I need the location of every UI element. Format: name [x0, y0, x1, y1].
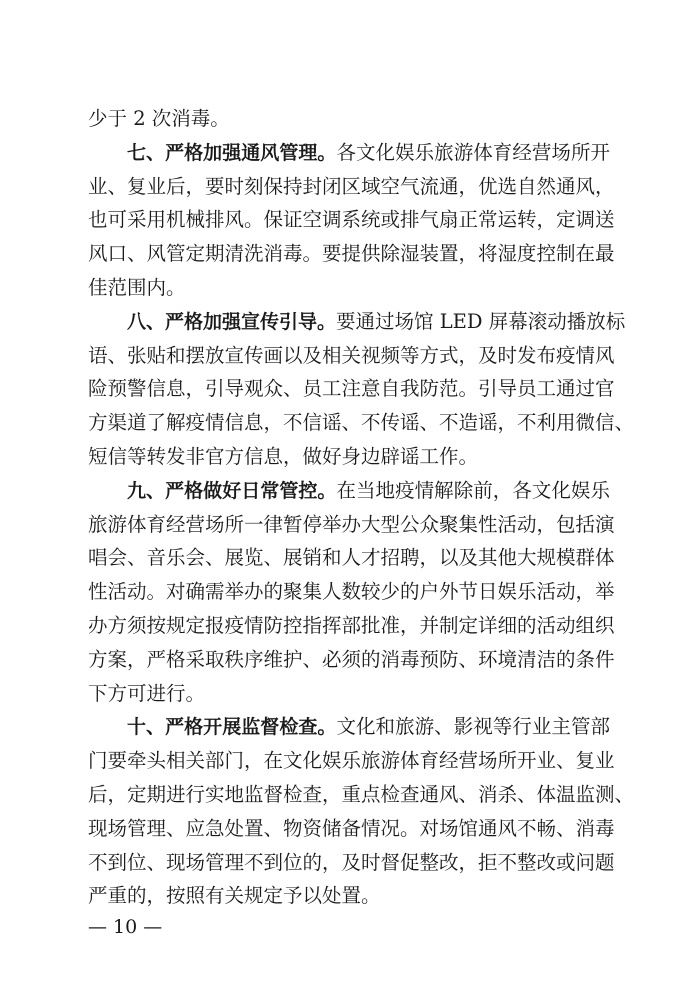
text-line: 短信等转发非官方信息，做好身边辟谣工作。 — [88, 444, 479, 468]
text-line: 下方可进行。 — [88, 681, 206, 705]
text-line: 后，定期进行实地监督检查，重点检查通风、消杀、体温监测、 — [88, 782, 635, 806]
text-line: 现场管理、应急处置、物资储备情况。对场馆通风不畅、消毒 — [88, 816, 615, 840]
section-10-text: 文化和旅游、影视等行业主管部 — [336, 715, 610, 739]
text-line: 佳范围内。 — [88, 275, 186, 299]
text-line: 门要牵头相关部门，在文化娱乐旅游体育经营场所开业、复业 — [88, 749, 615, 773]
text-line: 旅游体育经营场所一律暂停举办大型公众聚集性活动，包括演 — [88, 512, 615, 536]
section-7-heading: 七、严格加强通风管理。 — [127, 141, 337, 164]
text-line: 险预警信息，引导观众、员工注意自我防范。引导员工通过官 — [88, 377, 615, 401]
text-line: 也可采用机械排风。保证空调系统或排气扇正常运转，定调送 — [88, 208, 615, 232]
section-7-text: 各文化娱乐旅游体育经营场所开 — [336, 140, 610, 164]
text-line: 性活动。对确需举办的聚集人数较少的户外节日娱乐活动，举 — [88, 580, 615, 604]
text-line: 业、复业后，要时刻保持封闭区域空气流通，优选自然通风， — [88, 174, 615, 198]
page-number: — 10 — — [88, 916, 163, 938]
text-line: 办方须按规定报疫情防控指挥部批准，并制定详细的活动组织 — [88, 613, 615, 637]
text-line: 风口、风管定期清洗消毒。要提供除湿装置，将湿度控制在最 — [88, 242, 615, 266]
section-7-first-line — [88, 136, 610, 170]
text-line: 方案，严格采取秩序维护、必须的消毒预防、环境清洁的条件 — [88, 647, 615, 671]
section-8-heading: 八、严格加强宣传引导。 — [127, 310, 337, 333]
section-10-heading: 十、严格开展监督检查。 — [127, 716, 337, 739]
section-10-first-line — [88, 710, 610, 744]
text-line: 方渠道了解疫情信息，不信谣、不传谣、不造谣，不利用微信、 — [88, 411, 635, 435]
section-8-text: 要通过场馆 LED 屏幕滚动播放标 — [336, 309, 626, 333]
section-9-heading: 九、严格做好日常管控。 — [127, 479, 337, 502]
section-8-first-line — [88, 305, 626, 339]
text-line: 少于 2 次消毒。 — [88, 107, 230, 130]
text-line: 唱会、音乐会、展览、展销和人才招聘，以及其他大规模群体 — [88, 546, 615, 570]
text-line: 不到位、现场管理不到位的，及时督促整改，拒不整改或问题 — [88, 850, 615, 874]
text-line: 严重的，按照有关规定予以处置。 — [88, 884, 381, 908]
section-9-text: 在当地疫情解除前，各文化娱乐 — [336, 478, 610, 502]
document-body — [88, 102, 635, 913]
text-line: 语、张贴和摆放宣传画以及相关视频等方式，及时发布疫情风 — [88, 343, 615, 367]
section-9-first-line — [88, 474, 610, 508]
